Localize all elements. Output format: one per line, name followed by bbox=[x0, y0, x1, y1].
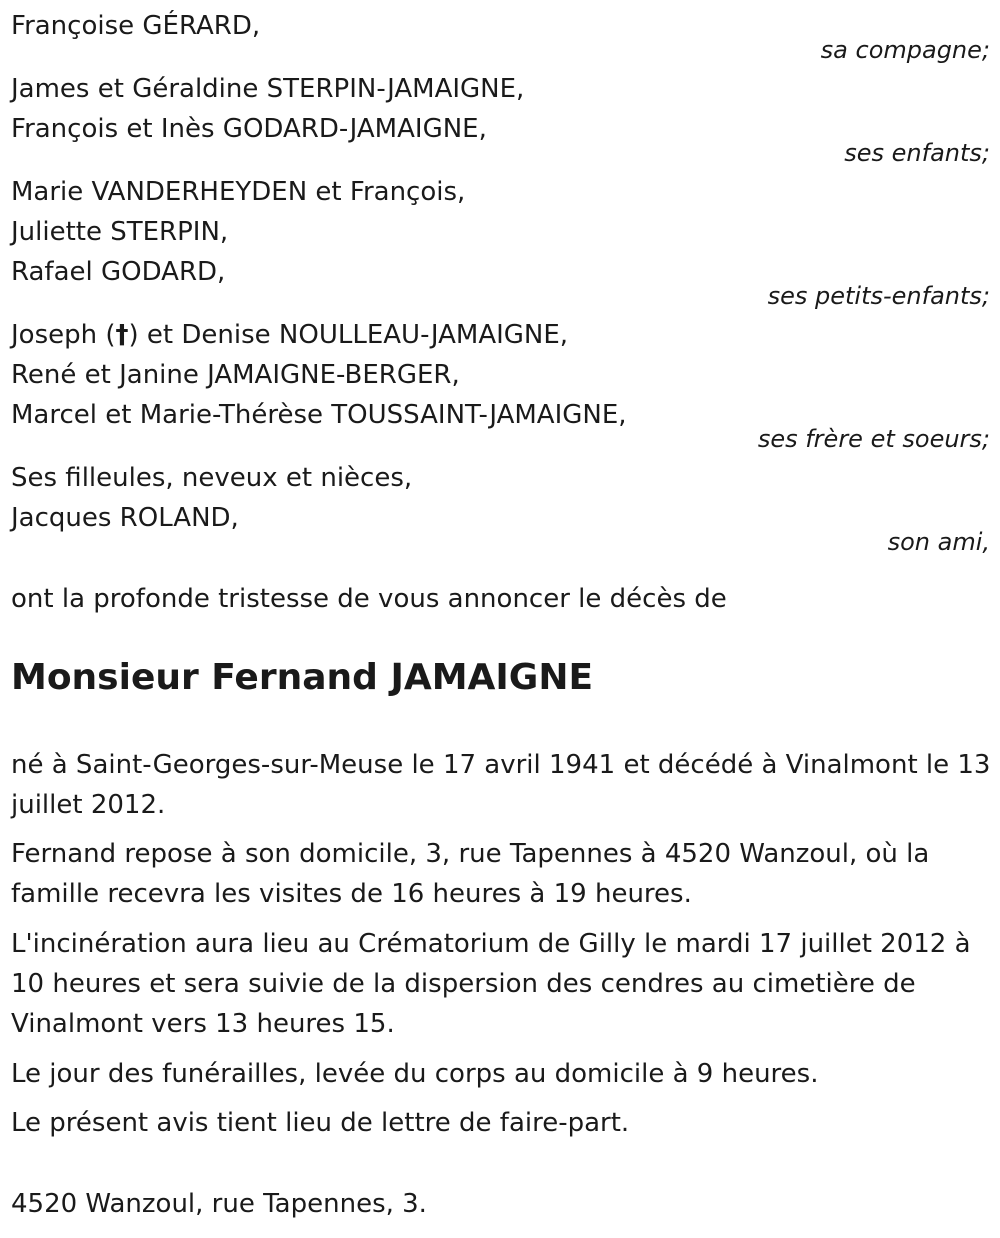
family-line: James et Géraldine STERPIN-JAMAIGNE, bbox=[11, 74, 525, 104]
family-role: ses enfants; bbox=[844, 139, 990, 167]
family-role: son ami, bbox=[887, 528, 990, 556]
visitation-paragraph: Fernand repose à son domicile, 3, rue Tapennes à 4520 Wanzoul, où la famille recevra les visites de 16 heures à 19 heures. bbox=[11, 839, 930, 909]
family-line bbox=[11, 322, 568, 348]
family-role: ses frère et soeurs; bbox=[757, 425, 990, 453]
cross-icon: † bbox=[115, 320, 129, 350]
family-line: Rafael GODARD, bbox=[11, 257, 226, 287]
family-line: Françoise GÉRARD, bbox=[11, 11, 261, 41]
funeral-paragraph: Le jour des funérailles, levée du corps au domicile à 9 heures. bbox=[11, 1059, 819, 1089]
family-line: Jacques ROLAND, bbox=[11, 503, 239, 533]
family-line: Juliette STERPIN, bbox=[11, 217, 229, 247]
family-line: René et Janine JAMAIGNE-BERGER, bbox=[11, 360, 460, 390]
family-line: Ses filleules, neveux et nièces, bbox=[11, 463, 413, 493]
family-role: sa compagne; bbox=[820, 36, 990, 64]
address: 4520 Wanzoul, rue Tapennes, 3. bbox=[11, 1189, 427, 1219]
birth-death-paragraph: né à Saint-Georges-sur-Meuse le 17 avril 1941 et décédé à Vinalmont le 13 juillet 2012. bbox=[11, 750, 991, 820]
family-line: Marcel et Marie-Thérèse TOUSSAINT-JAMAIGNE, bbox=[11, 400, 627, 430]
family-line-part: ) et Denise NOULLEAU-JAMAIGNE, bbox=[128, 320, 569, 350]
notice-paragraph: Le présent avis tient lieu de lettre de faire-part. bbox=[11, 1108, 630, 1138]
family-line: Marie VANDERHEYDEN et François, bbox=[11, 177, 466, 207]
deceased-name: Monsieur Fernand JAMAIGNE bbox=[11, 657, 594, 698]
family-line-part: Joseph ( bbox=[11, 320, 116, 350]
family-line: François et Inès GODARD-JAMAIGNE, bbox=[11, 114, 487, 144]
family-role: ses petits-enfants; bbox=[767, 282, 990, 310]
announcement-text: ont la profonde tristesse de vous annoncer le décès de bbox=[11, 584, 727, 614]
cremation-paragraph: L'incinération aura lieu au Crématorium de Gilly le mardi 17 juillet 2012 à 10 heures et sera suivie de la dispersion des cendres au cimetière de Vinalmont vers 13 heures 15. bbox=[11, 929, 971, 1039]
